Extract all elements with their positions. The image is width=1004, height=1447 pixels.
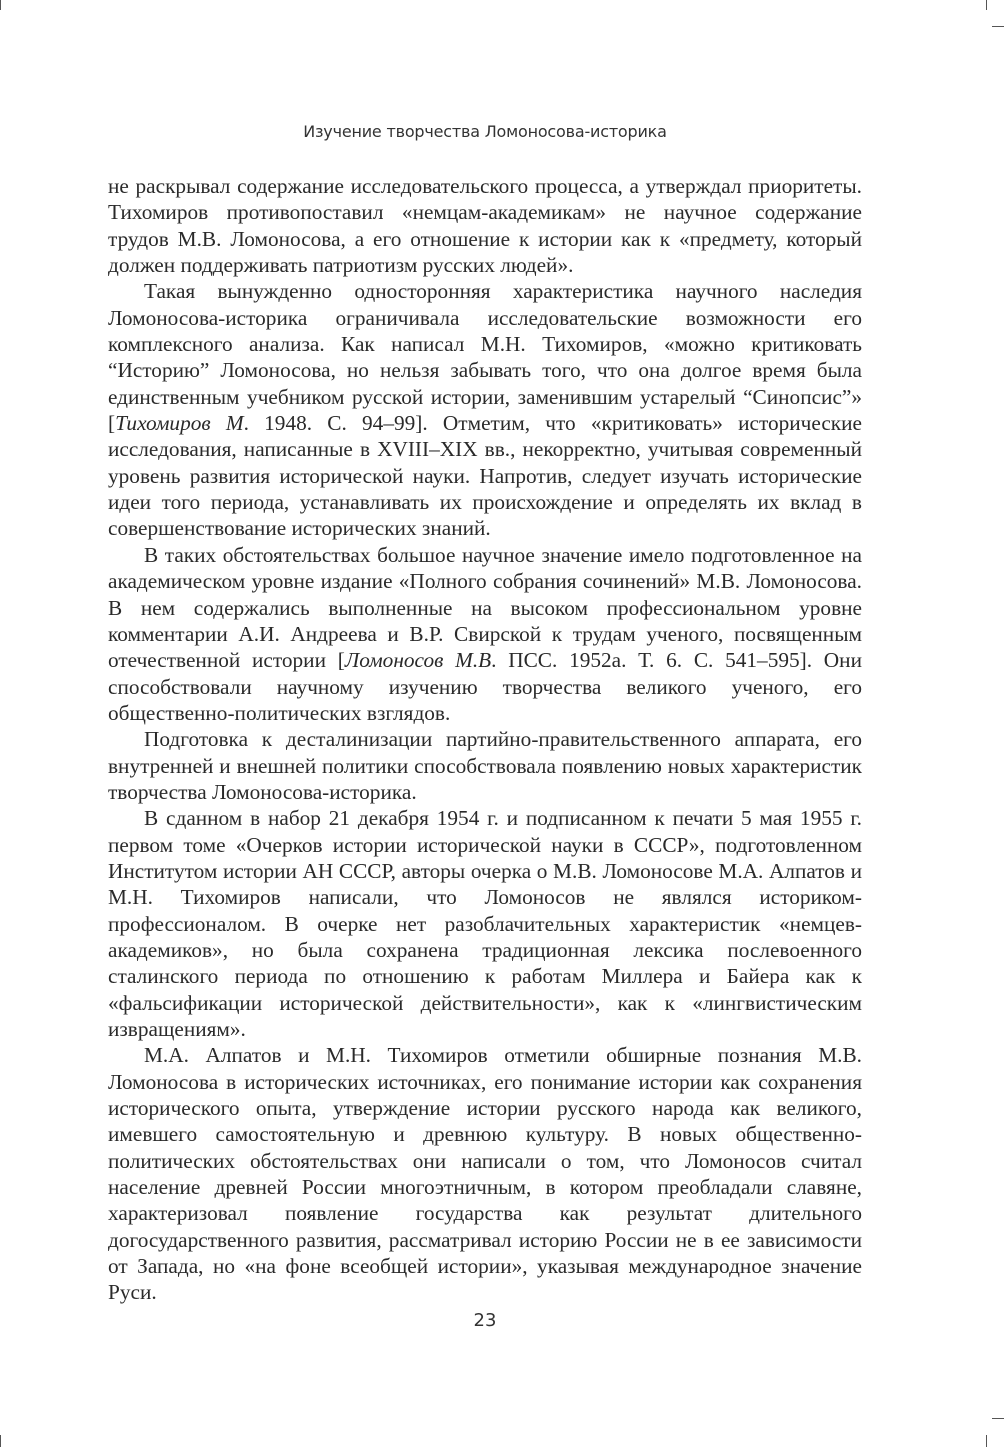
crop-mark xyxy=(986,1435,987,1447)
text-segment: . ПСС. 1952а. Т. 6. С. 541–595]. Они способствовали научному изучению творчества великого ученого, его общественно-политических взглядов. xyxy=(108,648,862,725)
page-body xyxy=(108,173,862,1306)
text-segment: В сданном в набор 21 декабря 1954 г. и подписанном к печати 5 мая 1955 г. первом томе «Очерков истории исторической науки в СССР», подготовленном Институтом истории АН СССР, авторы очерка о М.В. Ломоносове М.А. Алпатов и М.Н. Тихомиров написали, что Ломоносов не являлся историком-профессионалом. В очерке нет разоблачительных характеристик «немцев-академиков», но была сохранена традиционная лексика послевоенного сталинского периода по отношению к работам Миллера и Байера как к «фальсификации исторической действительности», как к «лингвистическим извращениям». xyxy=(108,806,862,1041)
text-segment: Такая вынужденно односторонняя характеристика научного наследия Ломоносова-историка ограничивала исследовательские возможности его комплексного анализа. Как написал М.Н. Тихомиров, «можно критиковать “Историю” Ломоносова, но нельзя забывать того, что она долгое время была единственным учебником русской истории, заменившим устарелый “Синопсис”» [ xyxy=(108,279,862,436)
paragraph xyxy=(108,1042,862,1305)
crop-mark xyxy=(992,1418,1004,1419)
text-segment: В таких обстоятельствах большое научное значение имело подготовленное на академическом уровне издание «Полного собрания сочинений» М.В. Ломоносова. В нем содержались выполненные на высоком профессиональном уровне комментарии А.И. Андреева и В.Р. Свирской к трудам ученого, посвященным отечественной истории [ xyxy=(108,542,862,673)
crop-mark xyxy=(0,0,1,10)
running-header: Изучение творчества Ломоносова-историка xyxy=(303,122,667,141)
paragraph xyxy=(108,726,862,805)
crop-mark xyxy=(986,0,987,10)
text-segment: Подготовка к десталинизации партийно-правительственного аппарата, его внутренней и внешней политики способствовала появлению новых характеристик творчества Ломоносова-историка. xyxy=(108,727,862,804)
citation-author: Тихомиров М xyxy=(115,411,244,436)
paragraph xyxy=(108,173,862,278)
paragraph xyxy=(108,278,862,541)
citation-author: Ломоносов М.В xyxy=(344,648,492,673)
paragraph xyxy=(108,542,862,726)
page-number: 23 xyxy=(473,1310,497,1331)
crop-mark xyxy=(0,1435,1,1447)
text-segment: не раскрывал содержание исследовательского процесса, а утверждал приоритеты. Тихомиров противопоставил «немцам-академикам» не научное содержание трудов М.В. Ломоносова, а его отношение к истории как к «предмету, который должен поддерживать патриотизм русских людей». xyxy=(108,174,862,278)
text-segment: М.А. Алпатов и М.Н. Тихомиров отметили обширные познания М.В. Ломоносова в исторических источниках, его понимание истории как сохранения исторического опыта, утверждение истории русского народа как великого, имевшего самостоятельную и древнюю культуру. В новых общественно-политических обстоятельствах они написали о том, что Ломоносов считал население древней России многоэтничным, в котором преобладали славяне, характеризовал появление государства как результат длительного догосударственного развития, рассматривал историю России не в ее зависимости от Запада, но «на фоне всеобщей истории», указывая международное значение Руси. xyxy=(108,1043,862,1305)
text-segment: . 1948. С. 94–99]. Отметим, что «критиковать» исторические исследования, написанные в XVIII–XIX вв., некорректно, учитывая современный уровень развития исторической науки. Напротив, следует изучать исторические идеи того периода, устанавливать их происхождение и определять их вклад в совершенствование исторических знаний. xyxy=(108,411,863,541)
paragraph xyxy=(108,805,862,1042)
crop-mark xyxy=(992,26,1004,27)
